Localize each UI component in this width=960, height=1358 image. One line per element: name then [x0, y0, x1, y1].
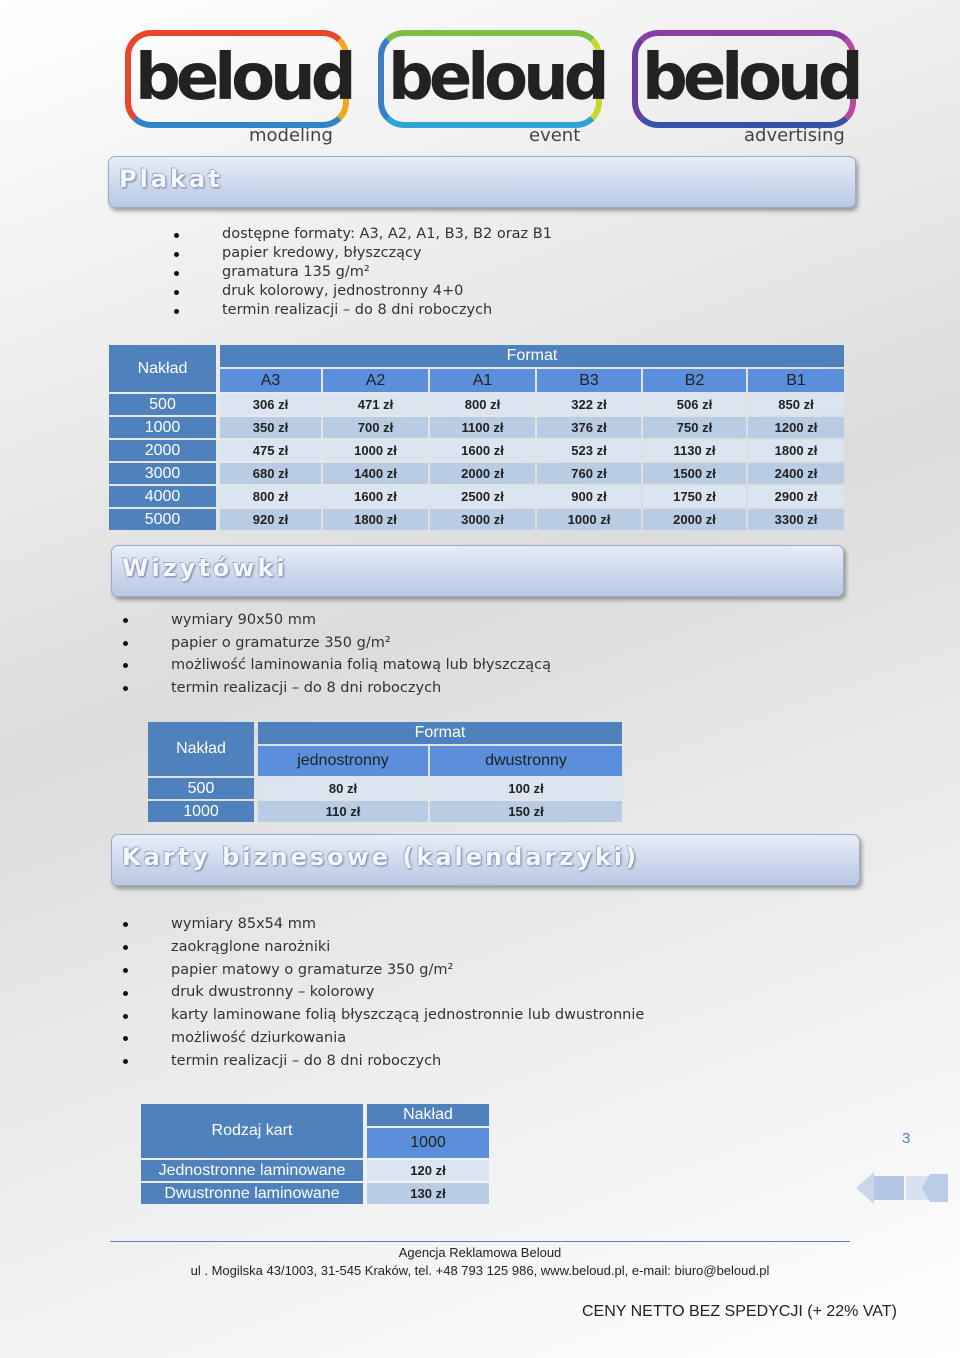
table-cell: 760 zł	[537, 463, 641, 484]
table-row-header: 3000	[109, 463, 216, 484]
list-item: możliwość dziurkowania	[171, 1027, 644, 1050]
table-cell: 1000 zł	[537, 509, 641, 530]
list-item: papier o gramaturze 350 g/m²	[171, 632, 551, 655]
table-cell: 750 zł	[643, 417, 746, 438]
table-cell: 3300 zł	[748, 509, 844, 530]
table-group-header: Format	[220, 345, 844, 367]
table-cell: 800 zł	[430, 394, 535, 415]
list-item: papier kredowy, błyszczący	[222, 244, 552, 263]
table-cell: 1200 zł	[748, 417, 844, 438]
table-cell: 1400 zł	[323, 463, 428, 484]
table-column-header: jednostronny	[258, 746, 428, 776]
table-row-header: 1000	[148, 801, 254, 822]
table-cell: 350 zł	[220, 417, 321, 438]
table-cell: 800 zł	[220, 486, 321, 507]
table-cell: 850 zł	[748, 394, 844, 415]
list-item: dostępne formaty: A3, A2, A1, B3, B2 oraz B1	[222, 226, 552, 242]
logo-beloud-advertising	[632, 30, 862, 150]
logo-word: beloud	[135, 41, 352, 115]
list-item: termin realizacji – do 8 dni roboczych	[171, 677, 551, 700]
list-item: zaokrąglone narożniki	[171, 936, 644, 959]
logo-beloud-modeling	[125, 30, 355, 150]
karty-features-list	[171, 913, 644, 1073]
table-row-header: 5000	[109, 509, 216, 530]
table-cell: 150 zł	[430, 801, 622, 822]
table-column-header: dwustronny	[430, 746, 622, 776]
table-cell: 1130 zł	[643, 440, 746, 461]
table-cell: 920 zł	[220, 509, 321, 530]
table-cell: 1500 zł	[643, 463, 746, 484]
list-item: papier matowy o gramaturze 350 g/m²	[171, 959, 644, 982]
vat-note: CENY NETTO BEZ SPEDYCJI (+ 22% VAT)	[582, 1303, 897, 1320]
footer-address: ul . Mogilska 43/1003, 31-545 Kraków, tel. +48 793 125 986, www.beloud.pl, e-mail: biuro@beloud.pl	[190, 1263, 770, 1278]
table-cell: 2500 zł	[430, 486, 535, 507]
table-cell: 2900 zł	[748, 486, 844, 507]
table-cell: 1800 zł	[748, 440, 844, 461]
table-cell: 100 zł	[430, 778, 622, 799]
table-group-header: Format	[258, 722, 622, 744]
logo-beloud-event	[378, 30, 608, 150]
table-cell: 306 zł	[220, 394, 321, 415]
list-item: karty laminowane folią błyszczącą jednostronnie lub dwustronnie	[171, 1004, 644, 1027]
table-row-header: 1000	[109, 417, 216, 438]
table-cell: 2400 zł	[748, 463, 844, 484]
table-cell: 2000 zł	[430, 463, 535, 484]
section-header-plakat	[108, 156, 856, 208]
table-cell: 130 zł	[367, 1183, 489, 1204]
section-header-wizytowki	[111, 545, 844, 597]
table-cell: 80 zł	[258, 778, 428, 799]
list-item: druk kolorowy, jednostronny 4+0	[222, 282, 552, 301]
table-cell: 506 zł	[643, 394, 746, 415]
table-row-header: 500	[109, 394, 216, 415]
table-cell: 1600 zł	[430, 440, 535, 461]
list-item: termin realizacji – do 8 dni roboczych	[222, 301, 552, 320]
table-row-header: Dwustronne laminowane	[141, 1183, 363, 1204]
list-item: możliwość laminowania folią matową lub błyszczącą	[171, 654, 551, 677]
table-cell: 900 zł	[537, 486, 641, 507]
table-row-header: 500	[148, 778, 254, 799]
table-cell: 2000 zł	[643, 509, 746, 530]
table-cell: 471 zł	[323, 394, 428, 415]
table-column-header: B3	[537, 369, 641, 392]
table-column-header: A1	[430, 369, 535, 392]
table-column-header: A2	[323, 369, 428, 392]
table-column-header: B1	[748, 369, 844, 392]
section-header-karty	[111, 834, 860, 886]
decorative-arrow-icon	[856, 1168, 952, 1208]
logo-subtitle: event	[529, 125, 581, 146]
table-cell: 110 zł	[258, 801, 428, 822]
table-corner-header: Nakład	[109, 345, 216, 392]
table-cell: 1000 zł	[323, 440, 428, 461]
wizytowki-features-list	[171, 609, 551, 699]
table-cell: 523 zł	[537, 440, 641, 461]
footer-divider	[110, 1241, 850, 1242]
logo-word: beloud	[388, 41, 605, 115]
table-cell: 322 zł	[537, 394, 641, 415]
table-corner-header: Rodzaj kart	[141, 1104, 363, 1158]
table-cell: 3000 zł	[430, 509, 535, 530]
table-corner-header: Nakład	[148, 722, 254, 776]
plakat-features-list	[222, 225, 552, 320]
section-title: Plakat	[119, 165, 223, 193]
list-item: druk dwustronny – kolorowy	[171, 981, 644, 1004]
table-row-header: 4000	[109, 486, 216, 507]
table-cell: 475 zł	[220, 440, 321, 461]
section-title: Wizytówki	[122, 554, 288, 582]
table-row-header: 2000	[109, 440, 216, 461]
table-cell: 1750 zł	[643, 486, 746, 507]
list-item: wymiary 85x54 mm	[171, 913, 644, 936]
list-item: gramatura 135 g/m²	[222, 263, 552, 282]
table-cell: 120 zł	[367, 1160, 489, 1181]
list-item: termin realizacji – do 8 dni roboczych	[171, 1050, 644, 1073]
table-row-header: Jednostronne laminowane	[141, 1160, 363, 1181]
footer-agency: Agencja Reklamowa Beloud	[398, 1245, 562, 1260]
logo-subtitle: modeling	[249, 125, 333, 146]
table-column-header: 1000	[367, 1128, 489, 1158]
section-title: Karty biznesowe (kalendarzyki)	[122, 843, 640, 871]
list-item: wymiary 90x50 mm	[171, 609, 551, 632]
table-cell: 1800 zł	[323, 509, 428, 530]
table-group-header: Nakład	[367, 1104, 489, 1126]
table-column-header: B2	[643, 369, 746, 392]
table-cell: 1600 zł	[323, 486, 428, 507]
table-cell: 700 zł	[323, 417, 428, 438]
table-cell: 376 zł	[537, 417, 641, 438]
logo-word: beloud	[642, 41, 859, 115]
page-number: 3	[902, 1130, 911, 1147]
table-cell: 680 zł	[220, 463, 321, 484]
table-column-header: A3	[220, 369, 321, 392]
logo-subtitle: advertising	[744, 125, 845, 146]
table-cell: 1100 zł	[430, 417, 535, 438]
